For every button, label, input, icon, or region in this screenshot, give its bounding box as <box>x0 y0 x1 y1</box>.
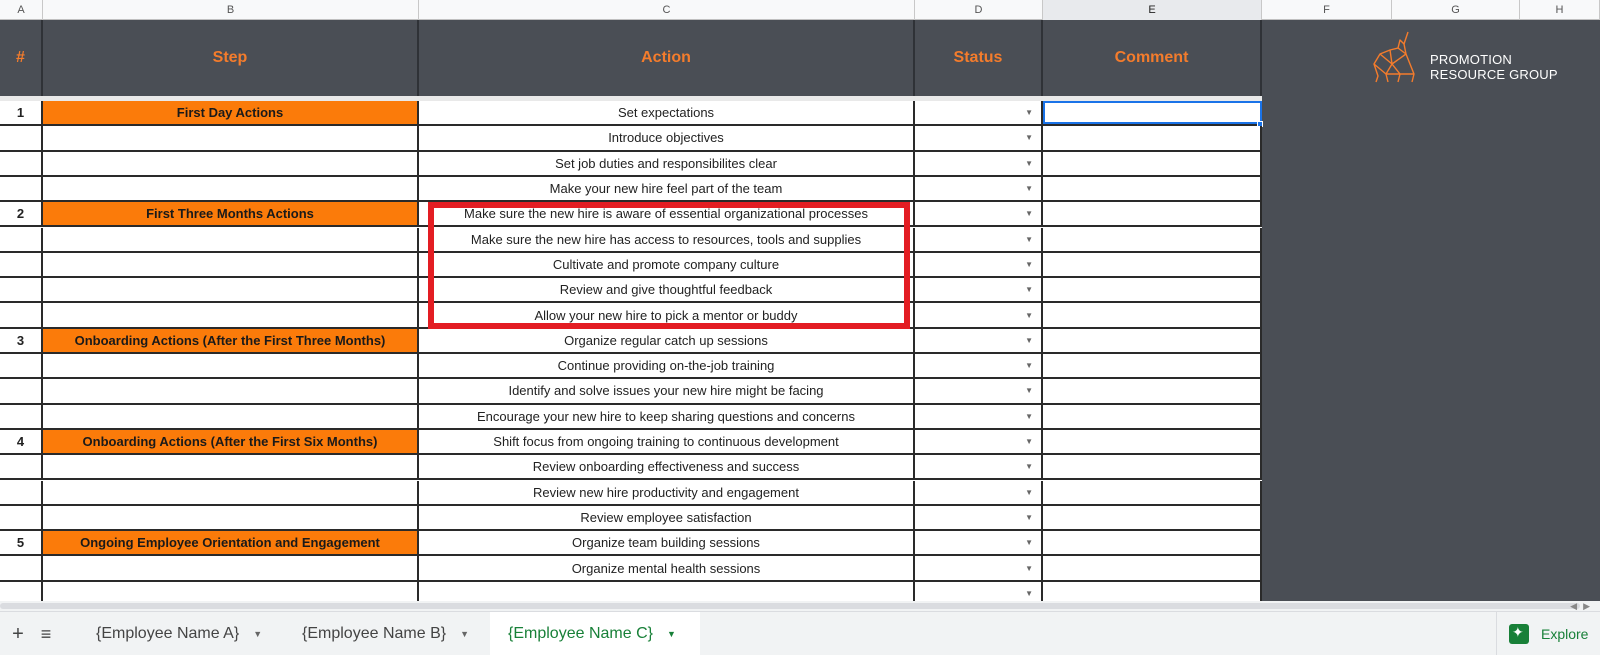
table-row <box>0 379 1262 404</box>
header-status[interactable]: Status <box>915 20 1043 96</box>
sheet-tab-a[interactable] <box>78 612 280 655</box>
chevron-down-icon[interactable]: ▼ <box>1025 512 1033 522</box>
step-number-cell[interactable] <box>0 278 43 301</box>
header-comment[interactable]: Comment <box>1043 20 1262 96</box>
table-row <box>0 278 1262 303</box>
step-cell[interactable] <box>43 228 419 251</box>
add-sheet-button[interactable]: + <box>12 623 24 645</box>
step-number-cell[interactable] <box>0 354 43 377</box>
column-header-e[interactable]: E <box>1043 0 1262 20</box>
comment-cell[interactable] <box>1043 506 1262 529</box>
sheet-tab-label: {Employee Name C} <box>508 625 653 642</box>
table-row <box>0 405 1262 430</box>
comment-cell[interactable] <box>1043 405 1262 428</box>
chevron-down-icon[interactable]: ▼ <box>1025 437 1033 447</box>
table-row <box>0 101 1262 126</box>
status-dropdown[interactable] <box>915 202 1043 225</box>
comment-cell[interactable] <box>1043 228 1262 251</box>
chevron-down-icon[interactable]: ▼ <box>1025 108 1033 118</box>
step-cell[interactable] <box>43 405 419 428</box>
all-sheets-menu-icon[interactable]: ≡ <box>40 624 52 644</box>
comment-cell[interactable] <box>1043 430 1262 453</box>
action-cell[interactable]: Cultivate and promote company culture <box>419 253 915 276</box>
table-row <box>0 455 1262 480</box>
step-cell[interactable]: First Day Actions <box>43 101 419 124</box>
chevron-down-icon[interactable]: ▼ <box>1025 158 1033 168</box>
status-dropdown[interactable] <box>915 126 1043 149</box>
status-dropdown[interactable] <box>915 303 1043 326</box>
scroll-arrows[interactable]: ◀▶ <box>1570 601 1596 611</box>
comment-cell[interactable] <box>1043 531 1262 554</box>
table-row <box>0 354 1262 379</box>
table-row <box>0 126 1262 151</box>
comment-cell-selected[interactable] <box>1043 101 1262 124</box>
column-header-d[interactable]: D <box>915 0 1043 20</box>
action-cell[interactable]: Allow your new hire to pick a mentor or buddy <box>419 303 915 326</box>
status-dropdown[interactable] <box>915 455 1043 478</box>
action-cell[interactable]: Make your new hire feel part of the team <box>419 177 915 200</box>
table-row <box>0 556 1262 581</box>
chevron-down-icon[interactable]: ▼ <box>1025 234 1033 244</box>
sheet-tab-bar <box>0 611 1600 655</box>
step-cell[interactable] <box>43 303 419 326</box>
comment-cell[interactable] <box>1043 253 1262 276</box>
step-cell[interactable] <box>43 152 419 175</box>
horizontal-scrollbar[interactable] <box>0 601 1600 611</box>
step-number-cell[interactable] <box>0 152 43 175</box>
step-number-cell[interactable]: 4 <box>0 430 43 453</box>
action-cell[interactable]: Review employee satisfaction <box>419 506 915 529</box>
explore-icon <box>1509 624 1529 644</box>
step-number-cell[interactable]: 2 <box>0 202 43 225</box>
table-row <box>0 228 1262 253</box>
chevron-down-icon[interactable]: ▼ <box>1025 563 1033 573</box>
sheet-tab-c[interactable] <box>490 612 700 655</box>
chevron-down-icon[interactable]: ▼ <box>1025 361 1033 371</box>
action-cell[interactable]: Review new hire productivity and engagement <box>419 481 915 504</box>
comment-cell[interactable] <box>1043 379 1262 402</box>
action-cell[interactable]: Set job duties and responsibilites clear <box>419 152 915 175</box>
step-cell[interactable] <box>43 455 419 478</box>
header-num[interactable]: # <box>0 20 43 96</box>
step-cell[interactable] <box>43 126 419 149</box>
action-cell[interactable]: Shift focus from ongoing training to continuous development <box>419 430 915 453</box>
table-row <box>0 506 1262 531</box>
status-dropdown[interactable] <box>915 253 1043 276</box>
status-dropdown[interactable] <box>915 329 1043 352</box>
chevron-down-icon[interactable]: ▼ <box>1025 386 1033 396</box>
chevron-down-icon[interactable]: ▼ <box>1025 588 1033 598</box>
action-cell[interactable]: Make sure the new hire is aware of essential organizational processes <box>419 202 915 225</box>
chevron-down-icon[interactable]: ▼ <box>1025 259 1033 269</box>
comment-cell[interactable] <box>1043 455 1262 478</box>
step-cell[interactable] <box>43 177 419 200</box>
status-dropdown[interactable] <box>915 556 1043 579</box>
step-number-cell[interactable] <box>0 177 43 200</box>
status-dropdown[interactable] <box>915 354 1043 377</box>
step-number-cell[interactable]: 5 <box>0 531 43 554</box>
action-cell[interactable]: Introduce objectives <box>419 126 915 149</box>
table-row <box>0 152 1262 177</box>
step-cell[interactable] <box>43 354 419 377</box>
status-dropdown[interactable] <box>915 228 1043 251</box>
step-number-cell[interactable] <box>0 481 43 504</box>
status-dropdown[interactable] <box>915 481 1043 504</box>
action-cell[interactable]: Make sure the new hire has access to resources, tools and supplies <box>419 228 915 251</box>
chevron-down-icon[interactable]: ▼ <box>1025 411 1033 421</box>
right-dark-panel <box>1262 96 1600 601</box>
table-row <box>0 531 1262 556</box>
header-step[interactable]: Step <box>43 20 419 96</box>
column-header-h[interactable]: H <box>1520 0 1600 20</box>
comment-cell[interactable] <box>1043 126 1262 149</box>
status-dropdown[interactable] <box>915 379 1043 402</box>
chevron-down-icon[interactable]: ▼ <box>1025 310 1033 320</box>
comment-cell[interactable] <box>1043 278 1262 301</box>
comment-cell[interactable] <box>1043 556 1262 579</box>
action-cell[interactable]: Identify and solve issues your new hire might be facing <box>419 379 915 402</box>
step-number-cell[interactable]: 1 <box>0 101 43 124</box>
step-cell[interactable]: Onboarding Actions (After the First Six Months) <box>43 430 419 453</box>
comment-cell[interactable] <box>1043 354 1262 377</box>
status-dropdown[interactable] <box>915 405 1043 428</box>
step-cell[interactable] <box>43 379 419 402</box>
sheet-tab-b[interactable] <box>284 612 487 655</box>
step-number-cell[interactable] <box>0 253 43 276</box>
step-number-cell[interactable] <box>0 126 43 149</box>
step-number-cell[interactable] <box>0 379 43 402</box>
step-cell[interactable] <box>43 506 419 529</box>
chevron-down-icon[interactable]: ▼ <box>1025 285 1033 295</box>
action-cell[interactable]: Organize team building sessions <box>419 531 915 554</box>
scrollbar-thumb[interactable] <box>0 603 1580 609</box>
chevron-down-icon[interactable]: ▼ <box>1025 133 1033 143</box>
header-action[interactable]: Action <box>419 20 915 96</box>
step-cell[interactable]: First Three Months Actions <box>43 202 419 225</box>
status-dropdown[interactable] <box>915 506 1043 529</box>
column-header-strip <box>0 0 1600 20</box>
status-dropdown[interactable] <box>915 531 1043 554</box>
step-cell[interactable] <box>43 278 419 301</box>
status-dropdown[interactable] <box>915 152 1043 175</box>
action-cell[interactable]: Review and give thoughtful feedback <box>419 278 915 301</box>
chevron-down-icon[interactable]: ▼ <box>1025 209 1033 219</box>
step-number-cell[interactable] <box>0 228 43 251</box>
action-cell[interactable]: Continue providing on-the-job training <box>419 354 915 377</box>
status-dropdown[interactable] <box>915 278 1043 301</box>
comment-cell[interactable] <box>1043 202 1262 225</box>
comment-cell[interactable] <box>1043 177 1262 200</box>
step-cell[interactable] <box>43 253 419 276</box>
chevron-down-icon[interactable]: ▼ <box>666 629 676 639</box>
table-row <box>0 253 1262 278</box>
chevron-down-icon[interactable]: ▼ <box>1025 184 1033 194</box>
chevron-down-icon[interactable]: ▼ <box>1025 335 1033 345</box>
comment-cell[interactable] <box>1043 303 1262 326</box>
status-dropdown[interactable] <box>915 101 1043 124</box>
column-header-a[interactable]: A <box>0 0 43 20</box>
table-row <box>0 177 1262 202</box>
chevron-down-icon[interactable]: ▼ <box>460 629 469 639</box>
logo-line-2: RESOURCE GROUP <box>1430 67 1558 82</box>
table-row <box>0 329 1262 354</box>
step-number-cell[interactable] <box>0 506 43 529</box>
explore-button[interactable] <box>1496 612 1600 655</box>
comment-cell[interactable] <box>1043 329 1262 352</box>
table-row <box>0 481 1262 506</box>
step-number-cell[interactable]: 3 <box>0 329 43 352</box>
action-cell[interactable]: Set expectations <box>419 101 915 124</box>
step-number-cell[interactable] <box>0 556 43 579</box>
unicorn-logo-icon <box>1370 30 1420 84</box>
column-header-b[interactable]: B <box>43 0 419 20</box>
status-dropdown[interactable] <box>915 430 1043 453</box>
step-cell[interactable] <box>43 481 419 504</box>
step-cell[interactable] <box>43 556 419 579</box>
sheet-tab-label: {Employee Name B} <box>302 625 447 642</box>
column-header-f[interactable]: F <box>1262 0 1392 20</box>
comment-cell[interactable] <box>1043 481 1262 504</box>
column-header-c[interactable]: C <box>419 0 915 20</box>
action-cell[interactable]: Organize mental health sessions <box>419 556 915 579</box>
chevron-down-icon[interactable]: ▼ <box>1025 538 1033 548</box>
action-cell[interactable]: Encourage your new hire to keep sharing questions and concerns <box>419 405 915 428</box>
table-row <box>0 303 1262 328</box>
explore-label: Explore <box>1541 626 1589 642</box>
comment-cell[interactable] <box>1043 152 1262 175</box>
chevron-down-icon[interactable]: ▼ <box>1025 487 1033 497</box>
company-logo-text <box>1430 52 1558 82</box>
table-row <box>0 202 1262 227</box>
step-cell[interactable]: Ongoing Employee Orientation and Engagement <box>43 531 419 554</box>
step-number-cell[interactable] <box>0 303 43 326</box>
column-header-g[interactable]: G <box>1392 0 1520 20</box>
step-number-cell[interactable] <box>0 405 43 428</box>
sheet-tab-label: {Employee Name A} <box>96 625 240 642</box>
chevron-down-icon[interactable]: ▼ <box>1025 462 1033 472</box>
action-cell[interactable]: Review onboarding effectiveness and success <box>419 455 915 478</box>
status-dropdown[interactable] <box>915 177 1043 200</box>
logo-line-1: PROMOTION <box>1430 52 1512 67</box>
table-row <box>0 430 1262 455</box>
chevron-down-icon[interactable]: ▼ <box>253 629 263 639</box>
action-cell[interactable]: Organize regular catch up sessions <box>419 329 915 352</box>
step-cell[interactable]: Onboarding Actions (After the First Three Months) <box>43 329 419 352</box>
step-number-cell[interactable] <box>0 455 43 478</box>
